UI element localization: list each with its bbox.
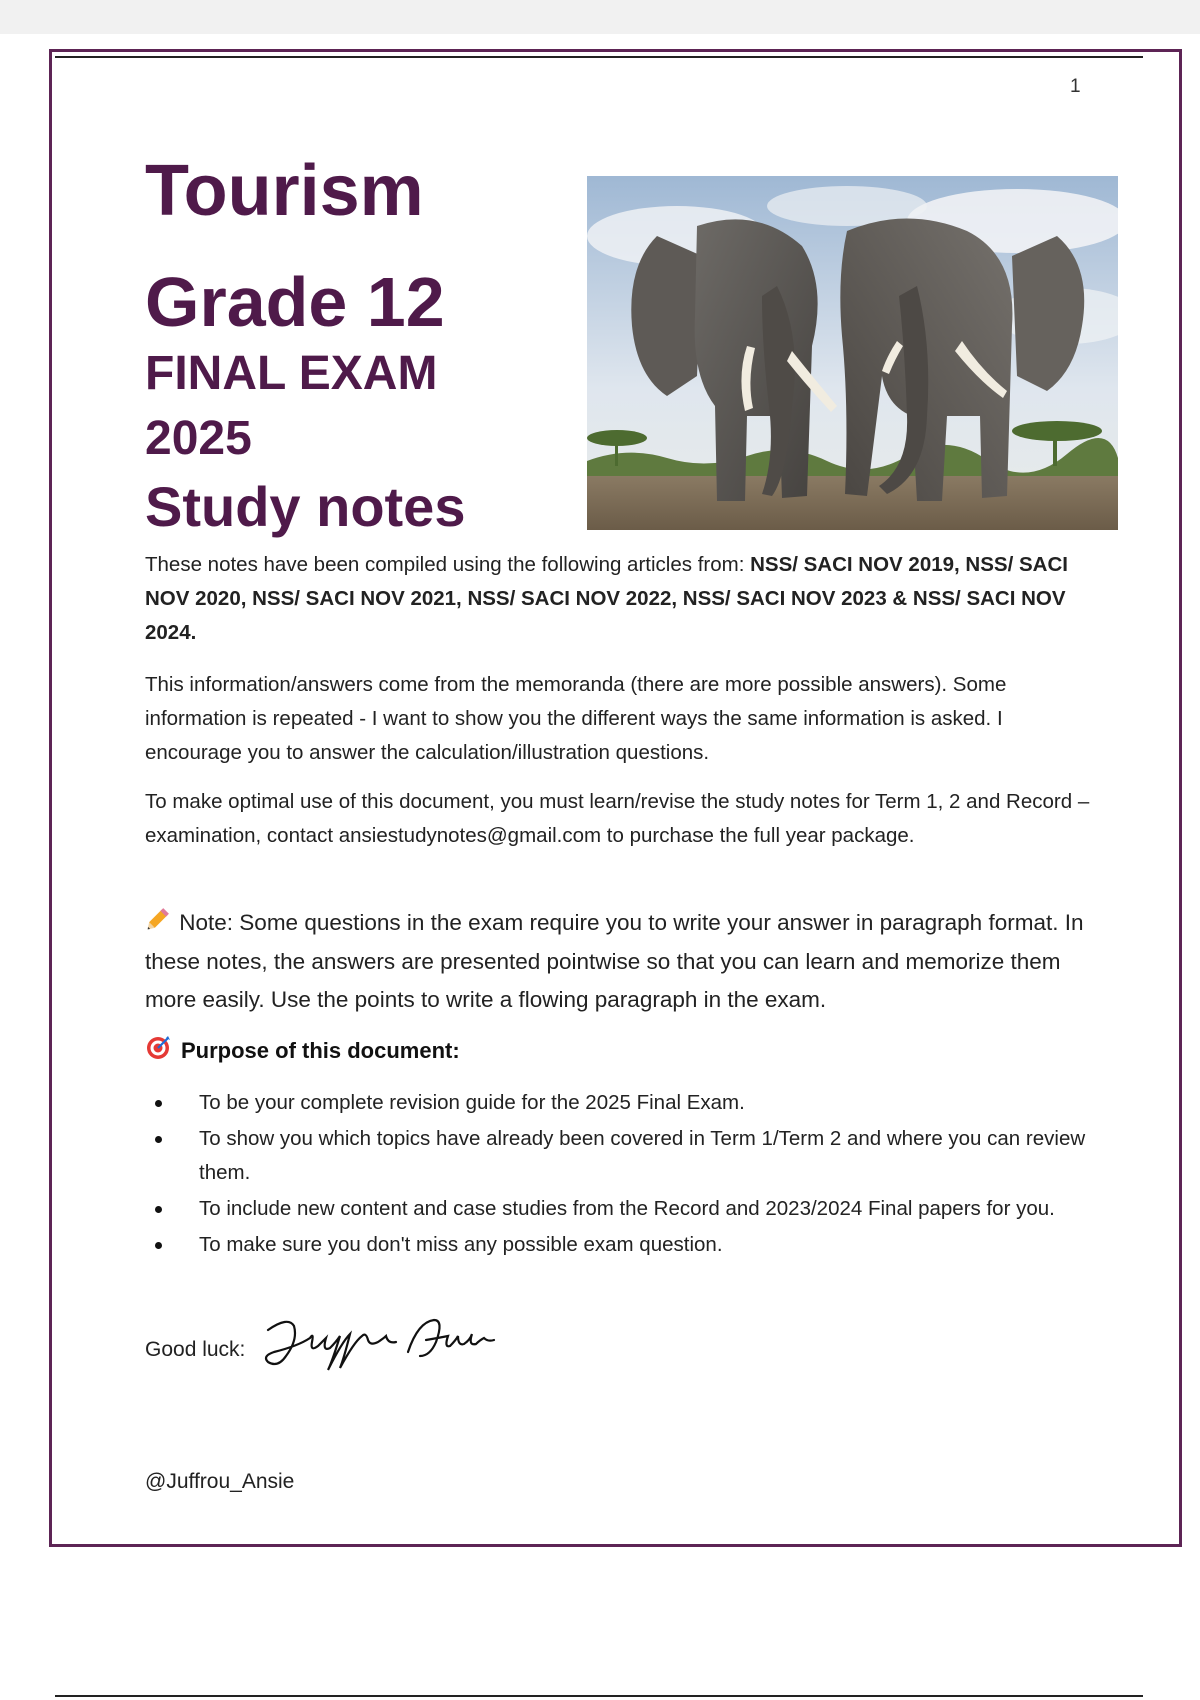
title-year: 2025 [145,412,252,465]
social-handle: @Juffrou_Ansie [145,1470,295,1493]
title-grade: Grade 12 [145,263,445,341]
next-page-rule [55,1695,1143,1697]
title-exam: FINAL EXAM [145,347,438,400]
list-item-text: To be your complete revision guide for the 2025 Final Exam. [199,1091,745,1114]
list-item [145,1122,1095,1190]
sources-list: NSS/ SACI NOV 2019, NSS/ SACI NOV 2020, NSS/ SACI NOV 2021, NSS/ SACI NOV 2022, NSS/ SACI NOV 2023 & NSS/ SACI NOV 2024. [145,553,1068,644]
pencil-icon [145,905,173,943]
bullet-icon [155,1136,162,1143]
bullet-icon [155,1100,162,1107]
title-subject: Tourism [145,151,424,231]
list-item [145,1192,1095,1226]
list-item [145,1228,1095,1262]
sources-paragraph [145,548,1095,650]
title-study-notes: Study notes [145,475,466,538]
viewer-top-strip [0,0,1200,34]
bullet-icon [155,1242,162,1249]
page-number: 1 [1070,76,1081,97]
purchase-paragraph: To make optimal use of this document, you must learn/revise the study notes for Term 1, 2 and Record – examination, contact ansiestudynotes@gmail.com to purchase the full year package. [145,790,1090,847]
purpose-heading [145,1035,460,1067]
list-item-text: To make sure you don't miss any possible exam question. [199,1233,723,1256]
purpose-heading-text: Purpose of this document: [181,1038,460,1063]
header-rule [55,56,1143,58]
purpose-list [145,1086,1095,1264]
list-item-text: To show you which topics have already been covered in Term 1/Term 2 and where you can review them. [199,1127,1086,1184]
elephants-illustration [587,176,1118,530]
list-item-text: To include new content and case studies from the Record and 2023/2024 Final papers for you. [199,1197,1055,1220]
good-luck-label: Good luck: [145,1338,246,1361]
list-item [145,1086,1095,1120]
bullet-icon [155,1206,162,1213]
sources-intro-text: These notes have been compiled using the following articles from: [145,553,751,576]
note-text: Note: Some questions in the exam require you to write your answer in paragraph format. In these notes, the answers are presented pointwise so that you can learn and memorize them more easily. Use the points to write a flowing paragraph in the exam. [145,910,1084,1013]
memoranda-paragraph: This information/answers come from the memoranda (there are more possible answers). Some information is repeated - I want to show you the different ways the same information is asked. I encourage you to answer the calculation/illustration questions. [145,673,1007,764]
note-paragraph [145,904,1095,1019]
target-icon [145,1035,171,1067]
two-elephants-photo [587,176,1118,530]
handwritten-signature [258,1312,498,1377]
